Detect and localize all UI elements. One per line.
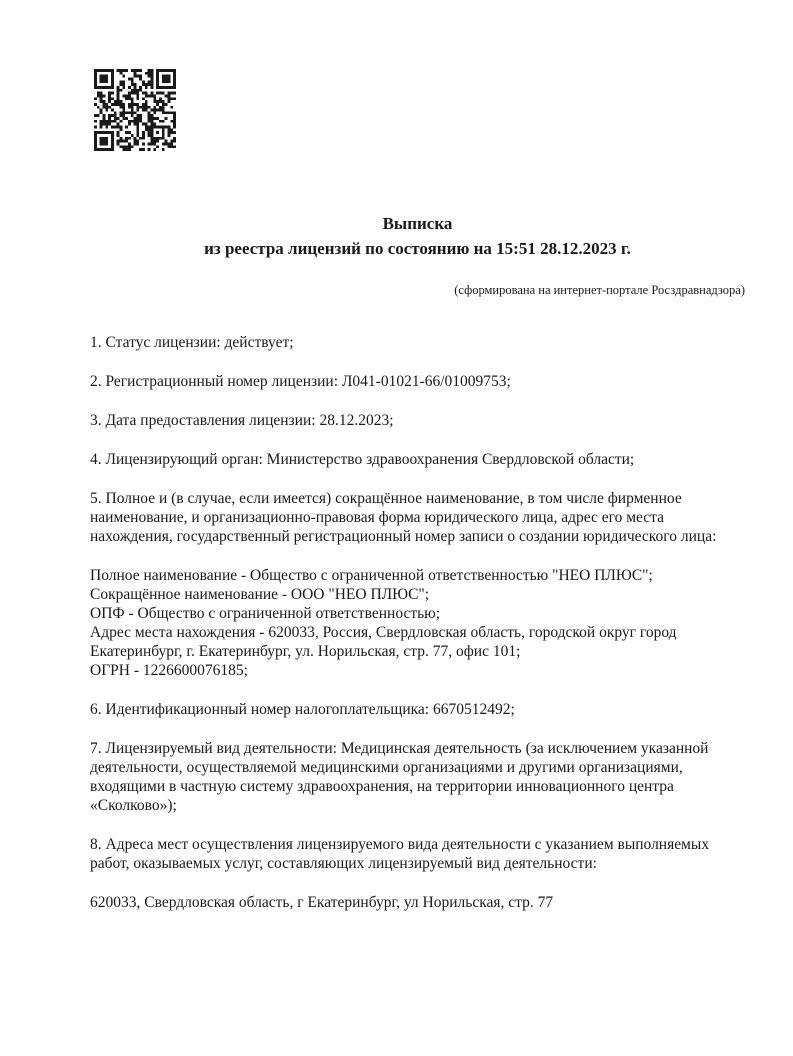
document-title-line1: Выписка bbox=[382, 214, 453, 233]
paragraph-line: Сокращённое наименование - ООО "НЕО ПЛЮС"; bbox=[90, 586, 430, 603]
qr-code-icon bbox=[94, 68, 176, 152]
paragraph-line: ОПФ - Общество с ограниченной ответственностью; bbox=[90, 605, 441, 622]
paragraph-block bbox=[90, 411, 745, 430]
paragraph-line: Адрес места нахождения - 620033, Россия, Свердловская область, городской округ город Екатеринбург, г. Екатеринбург, ул. Норильская, стр. 77, офис 101; bbox=[90, 624, 677, 660]
paragraph-block bbox=[90, 739, 745, 815]
document-body bbox=[90, 333, 745, 912]
paragraph-line: 5. Полное и (в случае, если имеется) сокращённое наименование, в том числе фирменное наименование, и организационно-правовая форма юридического лица, адрес его места нахождения, государственный регистрационный номер записи о создании юридического лица: bbox=[90, 490, 717, 545]
paragraph-line: 4. Лицензирующий орган: Министерство здравоохранения Свердловской области; bbox=[90, 451, 635, 468]
paragraph-block bbox=[90, 450, 745, 469]
paragraph-block bbox=[90, 835, 745, 873]
paragraph-line: 7. Лицензируемый вид деятельности: Медицинская деятельность (за исключением указанной деятельности, осуществляемой медицинскими организациями и другими организациями, входящими в частную систему здравоохранения, на территории инновационного центра «Сколково»); bbox=[90, 740, 709, 814]
document-title bbox=[90, 211, 745, 261]
paragraph-block bbox=[90, 893, 745, 912]
paragraph-line: 8. Адреса мест осуществления лицензируемого вида деятельности с указанием выполняемых работ, оказываемых услуг, составляющих лицензируемый вид деятельности: bbox=[90, 836, 710, 872]
paragraph-line: Полное наименование - Общество с ограниченной ответственностью "НЕО ПЛЮС"; bbox=[90, 567, 653, 584]
paragraph-block bbox=[90, 566, 745, 680]
paragraph-block bbox=[90, 333, 745, 352]
paragraph-line: 1. Статус лицензии: действует; bbox=[90, 334, 294, 351]
paragraph-line: 620033, Свердловская область, г Екатеринбург, ул Норильская, стр. 77 bbox=[90, 894, 554, 911]
paragraph-line: 3. Дата предоставления лицензии: 28.12.2023; bbox=[90, 412, 394, 429]
document-title-line2: из реестра лицензий по состоянию на 15:51 28.12.2023 г. bbox=[204, 239, 631, 258]
formation-note: (сформирована на интернет-портале Росздравнадзора) bbox=[454, 283, 745, 297]
document-content bbox=[90, 211, 745, 932]
paragraph-line: 6. Идентификационный номер налогоплательщика: 6670512492; bbox=[90, 701, 515, 718]
paragraph-line: ОГРН - 1226600076185; bbox=[90, 662, 248, 679]
paragraph-block bbox=[90, 372, 745, 391]
paragraph-block bbox=[90, 489, 745, 546]
paragraph-block bbox=[90, 700, 745, 719]
paragraph-line: 2. Регистрационный номер лицензии: Л041-01021-66/01009753; bbox=[90, 373, 511, 390]
